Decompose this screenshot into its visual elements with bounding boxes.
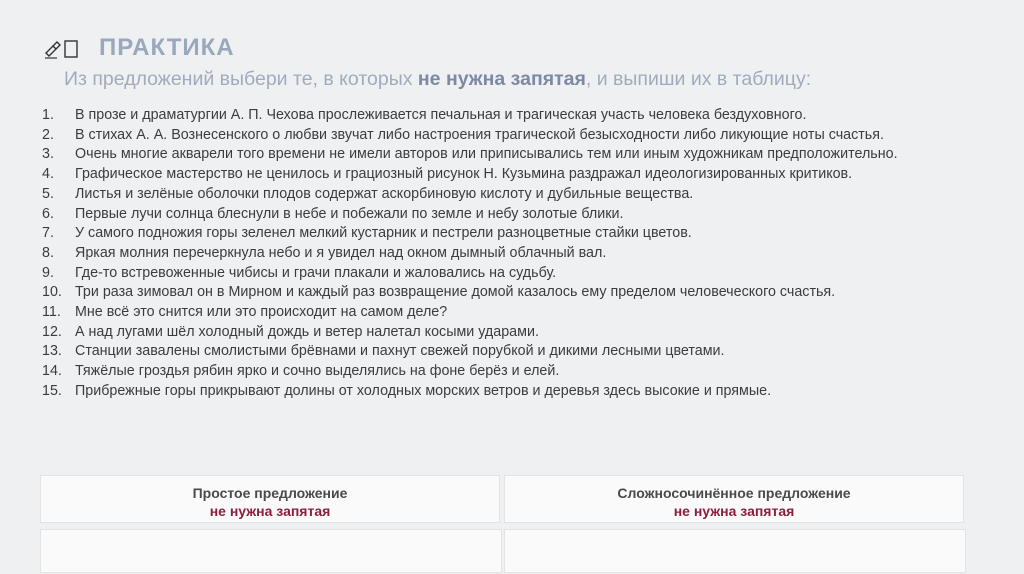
list-item-number: 5. (42, 185, 54, 202)
list-item-number: 7. (42, 225, 54, 242)
list-item-text: В стихах А. А. Вознесенского о любви звучат либо настроения трагической безысходности либо ликующие ноты счастья. (75, 126, 884, 143)
list-item (42, 224, 956, 244)
list-item-text: Где-то встревоженные чибисы и грачи плакали и жаловались на судьбу. (75, 264, 557, 281)
list-item (42, 106, 956, 126)
list-item (42, 185, 956, 205)
instruction-part: , и выпиши их в таблицу: (585, 68, 812, 90)
sentence-list (42, 106, 956, 402)
list-item-number: 3. (42, 146, 54, 163)
table-header-compound (504, 475, 964, 523)
list-item-number: 10. (42, 284, 62, 301)
slide-title: ПРАКТИКА (99, 34, 235, 61)
list-item-text: Графическое мастерство не ценилось и грациозный рисунок Н. Кузьмина раздражал идеологизированных критиков. (75, 166, 853, 183)
list-item (42, 165, 956, 185)
table-header-simple (40, 475, 500, 523)
list-item (42, 244, 956, 264)
list-item-number: 14. (42, 363, 62, 380)
header-sublabel: не нужна запятая (209, 503, 331, 519)
instruction-part: Из предложений выбери те, в которых (64, 68, 418, 90)
list-item-text: Листья и зелёные оболочки плодов содержат аскорбиновую кислоту и дубильные вещества. (75, 185, 694, 202)
answer-cell-simple[interactable] (40, 529, 502, 573)
list-item-text: Три раза зимовал он в Мирном и каждый раз возвращение домой казалось ему пределом человеческого счастья. (75, 284, 836, 301)
answer-cell-compound[interactable] (504, 529, 966, 573)
list-item-text: У самого подножия горы зеленел мелкий кустарник и пестрели разноцветные стайки цветов. (75, 225, 692, 242)
list-item (42, 283, 956, 303)
list-item (42, 362, 956, 382)
header-sublabel: не нужна запятая (673, 503, 795, 519)
list-item-text: Мне всё это снится или это происходит на самом деле? (75, 304, 448, 321)
list-item-text: В прозе и драматургии А. П. Чехова прослеживается печальная и трагическая участь человека бездуховного. (75, 107, 807, 123)
list-item (42, 342, 956, 362)
list-item-number: 8. (42, 244, 54, 261)
instruction-emphasis: не нужна запятая (417, 68, 586, 90)
slide-header (43, 34, 235, 62)
list-item-number: 12. (42, 323, 62, 340)
list-item-text: Яркая молния перечеркнула небо и я увидел над окном дымный облачный вал. (75, 244, 607, 261)
list-item-number: 1. (42, 107, 54, 123)
writing-hand-icon (43, 35, 83, 61)
answer-table (40, 475, 966, 574)
list-item (42, 145, 956, 165)
list-item-number: 4. (42, 166, 54, 183)
list-item-number: 2. (42, 126, 54, 143)
list-item-text: Прибрежные горы прикрывают долины от холодных морских ветров и деревья здесь высокие и прямые. (75, 382, 772, 399)
instruction-text (64, 68, 811, 91)
list-item-number: 11. (42, 304, 61, 321)
header-label: Сложносочинённое предложение (617, 485, 851, 501)
list-item-text: Первые лучи солнца блеснули в небе и побежали по земле и небу золотые блики. (75, 205, 624, 222)
list-item (42, 205, 956, 225)
list-item-number: 9. (42, 264, 54, 281)
list-item (42, 126, 956, 146)
list-item-text: Тяжёлые гроздья рябин ярко и сочно выделялись на фоне берёз и елей. (75, 363, 560, 380)
list-item-text: А над лугами шёл холодный дождь и ветер налетал косыми ударами. (75, 323, 539, 340)
list-item-text: Станции завалены смолистыми брёвнами и пахнут свежей порубкой и дикими лесными цветами. (75, 343, 725, 360)
list-item-number: 6. (42, 205, 54, 222)
list-item (42, 323, 956, 343)
header-label: Простое предложение (192, 485, 348, 501)
list-item-text: Очень многие акварели того времени не имели авторов или приписывались тем или иным художникам предположительно. (75, 146, 898, 163)
list-item (42, 382, 956, 402)
list-item-number: 13. (42, 343, 62, 360)
list-item-number: 15. (42, 382, 62, 399)
list-item (42, 264, 956, 284)
list-item (42, 303, 956, 323)
